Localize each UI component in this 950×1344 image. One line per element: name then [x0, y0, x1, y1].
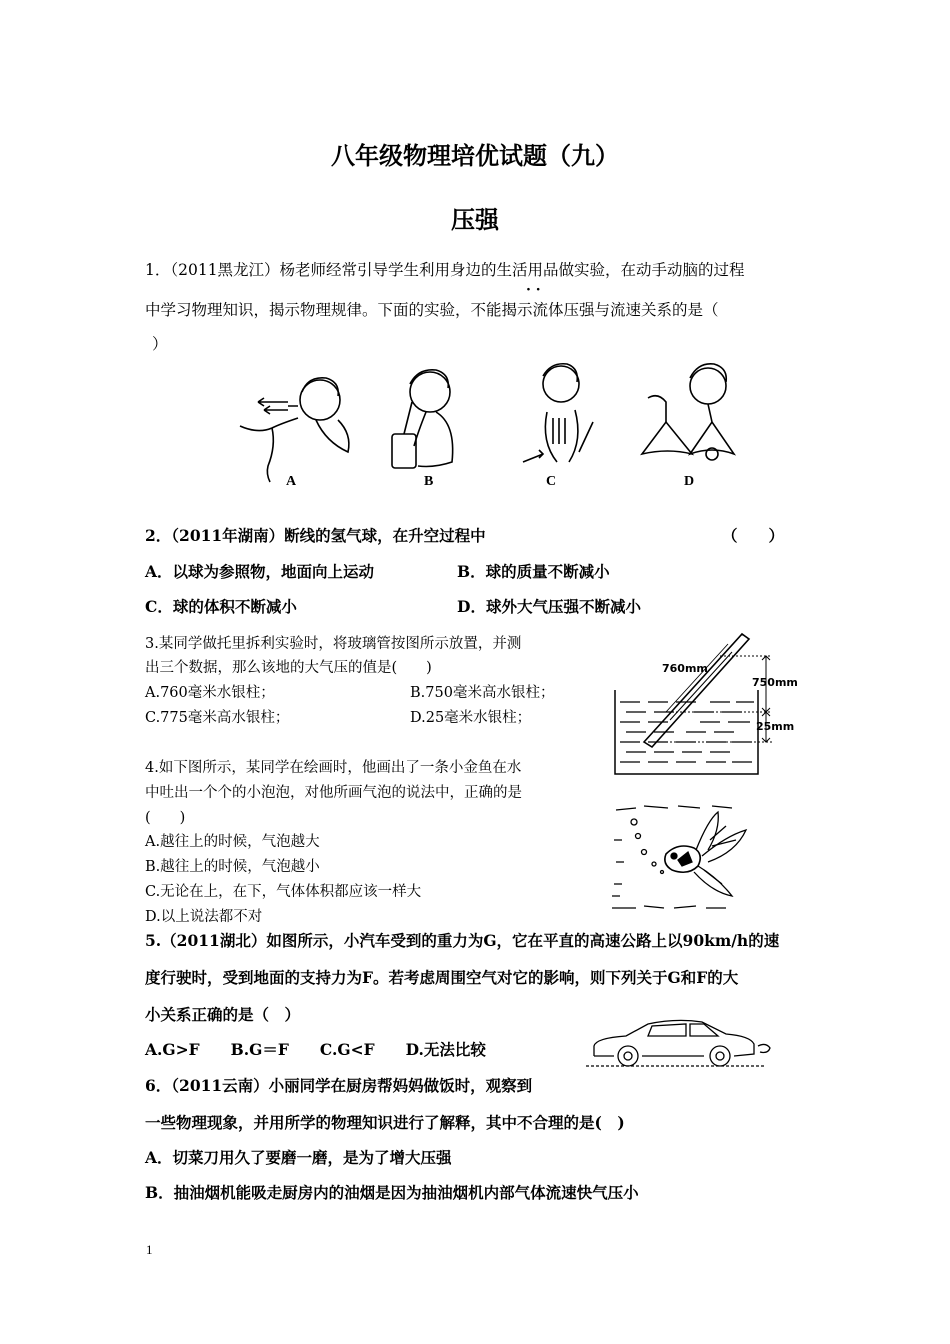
q3-line1: 3.某同学做托里拆利实验时，将玻璃管按图所示放置，并测 [145, 636, 522, 652]
figure-c [523, 364, 593, 462]
q5-line2: 度行驶时，受到地面的支持力为F。若考虑周围空气对它的影响，则下列关于G和F的大 [145, 968, 739, 987]
q3-option-a: A.760毫米水银柱； [145, 685, 275, 701]
figure-a [240, 378, 349, 482]
q5-line3: 小关系正确的是（ ） [145, 1005, 301, 1024]
document-title: 八年级物理培优试题（九） [331, 141, 619, 170]
q6-line1: 6．（2011云南）小丽同学在厨房帮妈妈做饭时，观察到 [145, 1076, 533, 1095]
q2-answer-bracket: （ ） [722, 526, 785, 545]
q2-option-b: B．球的质量不断减小 [457, 562, 610, 581]
q5-line1: 5.（2011湖北）如图所示，小汽车受到的重力为G，它在平直的高速公路上以90km/h的速 [145, 931, 780, 950]
q6-option-a: A．切菜刀用久了要磨一磨，是为了增大压强 [145, 1148, 452, 1167]
q3-line2: 出三个数据，那么该地的大气压的值是( ) [145, 660, 432, 676]
q4-option-a: A.越往上的时候，气泡越大 [145, 834, 320, 850]
q1-line1: 1．（2011黑龙江）杨老师经常引导学生利用身边的生活用品做实验，在动手动脑的过程 [145, 261, 745, 279]
q3-option-b: B.750毫米高水银柱； [410, 685, 555, 701]
label-760mm: 760mm [662, 662, 708, 675]
q4-line3: ( ) [145, 810, 186, 826]
q1-line3: ） [152, 335, 168, 353]
q4-line1: 4.如下图所示，某同学在绘画时，他画出了一条小金鱼在水 [145, 760, 522, 776]
figure-d [642, 364, 734, 460]
q4-option-b: B.越往上的时候，气泡越小 [145, 859, 320, 875]
q6-option-b: B．抽油烟机能吸走厨房内的油烟是因为抽油烟机内部气体流速快气压小 [145, 1183, 639, 1202]
q2-stem: 2．（2011年湖南）断线的氢气球，在升空过程中 [145, 526, 486, 545]
car-figure [586, 1016, 776, 1068]
q5-options: A.G>F B.G＝F C.G<F D.无法比较 [145, 1040, 486, 1059]
q4-option-d: D.以上说法都不对 [145, 909, 263, 925]
q6-line2: 一些物理现象，并用所学的物理知识进行了解释，其中不合理的是( ) [145, 1113, 625, 1132]
figure-b [392, 370, 453, 468]
q4-option-c: C.无论在上，在下，气体体积都应该一样大 [145, 884, 422, 900]
torricelli-figure [610, 630, 800, 778]
q4-line2: 中吐出一个个的小泡泡，对他所画气泡的说法中，正确的是 [145, 785, 522, 801]
q1-experiments-figure [228, 362, 758, 492]
q3-option-c: C.775毫米高水银柱； [145, 710, 290, 726]
goldfish-figure [608, 800, 758, 914]
q2-option-c: C．球的体积不断减小 [145, 597, 297, 616]
q2-option-d: D．球外大气压强不断减小 [457, 597, 641, 616]
label-25mm: 25mm [756, 720, 795, 733]
label-750mm: 750mm [752, 676, 798, 689]
q2-option-a: A．以球为参照物，地面向上运动 [145, 562, 375, 581]
q1-line2: 中学习物理知识，揭示物理规律。下面的实验，不能揭示流体压强与流速关系的是（ [145, 301, 719, 319]
section-title: 压强 [451, 205, 499, 234]
fig-label-a: A [286, 474, 297, 489]
fig-label-c: C [546, 474, 557, 489]
fig-label-d: D [684, 474, 695, 489]
page-number: 1 [146, 1242, 153, 1257]
fig-label-b: B [424, 474, 434, 489]
q3-option-d: D.25毫米水银柱； [410, 710, 532, 726]
emphasis-dots: · · [526, 282, 541, 298]
